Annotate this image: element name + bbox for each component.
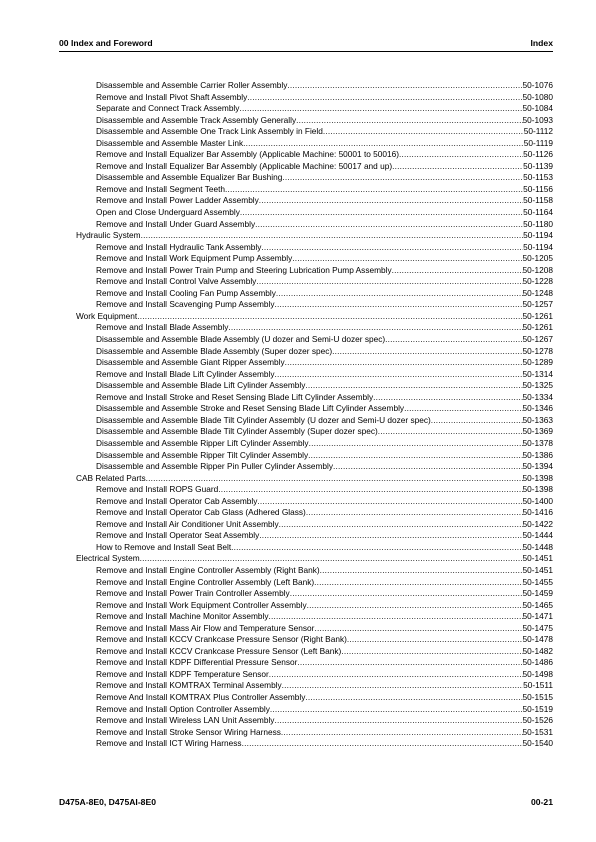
entry-page-number: 50-1257 <box>522 299 553 310</box>
entry-page-number: 50-1080 <box>522 91 553 102</box>
index-entry[interactable] <box>76 357 553 369</box>
entry-title: Remove and Install Cooling Fan Pump Assembly <box>96 287 276 298</box>
entry-title: Disassemble and Assemble Blade Tilt Cylinder Assembly (Super dozer spec) <box>96 426 378 437</box>
entry-page-number: 50-1194 <box>523 230 553 241</box>
entry-page-number: 50-1400 <box>522 495 553 506</box>
index-entry[interactable] <box>76 496 553 508</box>
dot-leader <box>269 669 523 681</box>
index-entry[interactable] <box>76 507 553 519</box>
entry-page-number: 50-1205 <box>522 253 553 264</box>
index-entry[interactable] <box>76 265 553 277</box>
entry-page-number: 50-1475 <box>522 622 553 633</box>
entry-page-number: 50-1194 <box>523 241 553 252</box>
dot-leader <box>282 172 523 184</box>
index-entry[interactable] <box>76 334 553 346</box>
index-entry[interactable] <box>76 369 553 381</box>
entry-title: Remove and Install Machine Monitor Assembly <box>96 611 269 622</box>
entry-page-number: 50-1386 <box>522 449 553 460</box>
entry-title: Remove and Install KCCV Crankcase Pressure Sensor (Right Bank) <box>96 634 347 645</box>
entry-page-number: 50-1126 <box>523 149 553 160</box>
entry-title: Disassemble and Assemble Ripper Tilt Cylinder Assembly <box>96 449 309 460</box>
dot-leader <box>333 461 523 473</box>
entry-page-number: 50-1325 <box>522 380 553 391</box>
dot-leader <box>255 219 523 231</box>
entry-title: Disassemble and Assemble Blade Assembly (U dozer and Semi-U dozer spec) <box>96 334 386 345</box>
entry-title: Remove and Install Pivot Shaft Assembly <box>96 91 248 102</box>
entry-title: Remove and Install ROPS Guard <box>96 484 219 495</box>
entry-title: Remove and Install Wireless LAN Unit Assembly <box>96 715 275 726</box>
index-section-entry[interactable] <box>76 311 553 323</box>
entry-page-number: 50-1526 <box>522 715 553 726</box>
entry-title: Remove and Install Operator Seat Assembly <box>96 530 260 541</box>
dot-leader <box>297 657 522 669</box>
entry-page-number: 50-1398 <box>522 484 553 495</box>
dot-leader <box>332 346 522 358</box>
index-entry[interactable] <box>76 634 553 646</box>
entry-page-number: 50-1076 <box>522 80 553 90</box>
entry-page-number: 50-1451 <box>522 564 553 575</box>
dot-leader <box>341 646 522 658</box>
dot-leader <box>309 438 523 450</box>
dot-leader <box>292 253 522 265</box>
index-entry[interactable] <box>76 461 553 473</box>
dot-leader <box>240 207 523 219</box>
index-entry[interactable] <box>76 657 553 669</box>
dot-leader <box>279 519 523 531</box>
dot-leader <box>281 727 523 739</box>
entry-title: Separate and Connect Track Assembly <box>96 103 240 114</box>
entry-page-number: 50-1394 <box>522 461 553 472</box>
dot-leader <box>274 715 522 727</box>
dot-leader <box>296 115 522 127</box>
index-entry[interactable] <box>76 680 553 692</box>
entry-title: Remove and Install Stroke Sensor Wiring Harness <box>96 726 281 737</box>
index-section-entry[interactable] <box>76 553 553 565</box>
index-entry[interactable] <box>76 184 553 196</box>
entry-page-number: 50-1465 <box>522 599 553 610</box>
dot-leader <box>392 161 523 173</box>
entry-page-number: 50-1519 <box>522 703 553 714</box>
dot-leader <box>347 634 523 646</box>
index-entry[interactable] <box>76 450 553 462</box>
entry-page-number: 50-1416 <box>522 507 553 518</box>
entry-title: Remove and Install Air Conditioner Unit Assembly <box>96 518 279 529</box>
entry-page-number: 50-1455 <box>522 576 553 587</box>
entry-title: Remove and Install Operator Cab Glass (Adhered Glass) <box>96 507 306 518</box>
index-entry[interactable] <box>76 715 553 727</box>
entry-page-number: 50-1369 <box>522 426 553 437</box>
entry-title: Remove and Install Operator Cab Assembly <box>96 495 258 506</box>
dot-leader <box>137 311 522 323</box>
entry-page-number: 50-1158 <box>523 195 553 206</box>
entry-title: Remove and Install Power Train Controller Assembly <box>96 588 290 599</box>
footer-page-number: 00-21 <box>531 797 553 807</box>
index-entry[interactable] <box>76 253 553 265</box>
entry-page-number: 50-1228 <box>522 276 553 287</box>
dot-leader <box>146 473 523 485</box>
index-entry[interactable] <box>76 727 553 739</box>
entry-page-number: 50-1478 <box>522 634 553 645</box>
index-section-entry[interactable] <box>76 230 553 242</box>
index-entry[interactable] <box>76 138 553 150</box>
dot-leader <box>140 553 523 565</box>
dot-leader <box>274 299 522 311</box>
entry-page-number: 50-1511 <box>523 680 553 691</box>
index-entry[interactable] <box>76 426 553 438</box>
index-entry[interactable] <box>76 276 553 288</box>
entry-title: Remove and Install Hydraulic Tank Assembly <box>96 241 262 252</box>
entry-title: Disassemble and Assemble Equalizer Bar Bushing <box>96 172 283 183</box>
entry-page-number: 50-1180 <box>523 218 553 229</box>
dot-leader <box>431 415 523 427</box>
entry-page-number: 50-1422 <box>522 518 553 529</box>
entry-title: Remove and Install Blade Lift Cylinder Assembly <box>96 368 275 379</box>
entry-page-number: 50-1531 <box>522 726 553 737</box>
entry-title: Disassemble and Assemble Carrier Roller Assembly <box>96 80 288 90</box>
index-entry[interactable] <box>76 519 553 531</box>
entry-title: CAB Related Parts <box>76 472 146 483</box>
dot-leader <box>373 392 522 404</box>
dot-leader <box>141 230 524 242</box>
dot-leader <box>276 288 523 300</box>
entry-page-number: 50-1289 <box>522 357 553 368</box>
header-section-title: 00 Index and Foreword <box>59 38 153 48</box>
dot-leader <box>378 426 523 438</box>
entry-page-number: 50-1459 <box>522 588 553 599</box>
header-divider <box>59 51 553 52</box>
entry-page-number: 50-1444 <box>522 530 553 541</box>
entry-title: Work Equipment <box>76 310 138 321</box>
entry-page-number: 50-1164 <box>523 207 553 218</box>
entry-title: Disassemble and Assemble Giant Ripper Assembly <box>96 357 285 368</box>
index-entry[interactable] <box>76 172 553 184</box>
dot-leader <box>242 738 523 750</box>
index-entry[interactable] <box>76 299 553 311</box>
entry-title: Disassemble and Assemble Blade Assembly (Super dozer spec) <box>96 345 333 356</box>
dot-leader <box>306 507 523 519</box>
dot-leader <box>320 565 523 577</box>
page-footer <box>59 797 553 811</box>
entry-title: Remove and Install Segment Teeth <box>96 183 225 194</box>
dot-leader <box>290 588 523 600</box>
entry-title: Disassemble and Assemble Ripper Pin Puller Cylinder Assembly <box>96 461 334 472</box>
dot-leader <box>218 484 522 496</box>
index-entry[interactable] <box>76 623 553 635</box>
entry-title: Remove and Install Power Ladder Assembly <box>96 195 259 206</box>
entry-title: Open and Close Underguard Assembly <box>96 207 240 218</box>
entry-title: Remove and Install ICT Wiring Harness <box>96 738 242 749</box>
entry-page-number: 50-1208 <box>522 264 553 275</box>
dot-leader <box>323 126 524 138</box>
index-entry[interactable] <box>76 646 553 658</box>
index-entry[interactable] <box>76 380 553 392</box>
dot-leader <box>256 276 522 288</box>
entry-title: Disassemble and Assemble One Track Link Assembly in Field <box>96 126 323 137</box>
dot-leader <box>287 80 522 92</box>
entry-title: Remove and Install Work Equipment Pump Assembly <box>96 253 293 264</box>
index-entry[interactable] <box>76 126 553 138</box>
index-entry[interactable] <box>76 669 553 681</box>
entry-title: Remove and Install Under Guard Assembly <box>96 218 256 229</box>
index-entry[interactable] <box>76 692 553 704</box>
entry-page-number: 50-1540 <box>522 738 553 749</box>
entry-page-number: 50-1482 <box>522 645 553 656</box>
index-entry[interactable] <box>76 207 553 219</box>
dot-leader <box>268 611 522 623</box>
entry-page-number: 50-1346 <box>522 403 553 414</box>
entry-title: Disassemble and Assemble Master Link <box>96 137 244 148</box>
entry-title: Remove and Install KDPF Differential Pressure Sensor <box>96 657 298 668</box>
dot-leader <box>259 530 522 542</box>
page-header <box>59 36 553 50</box>
index-entry[interactable] <box>76 92 553 104</box>
entry-title: How to Remove and Install Seat Belt <box>96 541 232 552</box>
entry-page-number: 50-1363 <box>522 414 553 425</box>
entry-page-number: 50-1248 <box>522 287 553 298</box>
entry-title: Hydraulic System <box>76 230 141 241</box>
index-entry[interactable] <box>76 115 553 127</box>
index-entry[interactable] <box>76 161 553 173</box>
dot-leader <box>307 600 523 612</box>
entry-page-number: 50-1119 <box>523 137 553 148</box>
entry-title: Remove and Install Option Controller Assembly <box>96 703 270 714</box>
dot-leader <box>282 680 523 692</box>
dot-leader <box>231 542 522 554</box>
entry-page-number: 50-1451 <box>522 553 553 564</box>
entry-page-number: 50-1261 <box>522 310 553 321</box>
index-entry[interactable] <box>76 80 553 92</box>
entry-page-number: 50-1486 <box>522 657 553 668</box>
dot-leader <box>225 184 523 196</box>
entry-title: Remove and Install Engine Controller Assembly (Right Bank) <box>96 564 320 575</box>
entry-title: Remove and Install Mass Air Flow and Temperature Sensor <box>96 622 315 633</box>
entry-title: Disassemble and Assemble Ripper Lift Cylinder Assembly <box>96 437 309 448</box>
index-entry[interactable] <box>76 484 553 496</box>
dot-leader <box>285 357 523 369</box>
entry-title: Remove and Install Scavenging Pump Assembly <box>96 299 275 310</box>
index-entry[interactable] <box>76 149 553 161</box>
dot-leader <box>314 577 522 589</box>
index-entry[interactable] <box>76 415 553 427</box>
entry-page-number: 50-1398 <box>522 472 553 483</box>
entry-page-number: 50-1471 <box>522 611 553 622</box>
dot-leader <box>228 322 522 334</box>
entry-title: Disassemble and Assemble Blade Lift Cylinder Assembly <box>96 380 306 391</box>
entry-page-number: 50-1084 <box>522 103 553 114</box>
dot-leader <box>261 242 523 254</box>
dot-leader <box>239 103 522 115</box>
index-entry[interactable] <box>76 530 553 542</box>
dot-leader <box>257 496 522 508</box>
entry-page-number: 50-1156 <box>523 183 553 194</box>
dot-leader <box>385 334 522 346</box>
entry-page-number: 50-1515 <box>522 691 553 702</box>
index-entry[interactable] <box>76 577 553 589</box>
entry-page-number: 50-1378 <box>522 437 553 448</box>
entry-page-number: 50-1093 <box>522 114 553 125</box>
entry-title: Remove and Install Blade Assembly <box>96 322 229 333</box>
index-entry[interactable] <box>76 219 553 231</box>
index-entry[interactable] <box>76 195 553 207</box>
index-entry[interactable] <box>76 392 553 404</box>
index-entry[interactable] <box>76 588 553 600</box>
dot-leader <box>305 380 522 392</box>
dot-leader <box>404 403 522 415</box>
index-entry[interactable] <box>76 346 553 358</box>
entry-title: Remove and Install KDPF Temperature Sensor <box>96 668 269 679</box>
entry-title: Disassemble and Assemble Track Assembly Generally <box>96 114 297 125</box>
entry-page-number: 50-1267 <box>522 334 553 345</box>
dot-leader <box>274 369 522 381</box>
entry-title: Disassemble and Assemble Blade Tilt Cylinder Assembly (U dozer and Semi-U dozer spec) <box>96 414 431 425</box>
index-entry[interactable] <box>76 565 553 577</box>
entry-title: Remove And Install KOMTRAX Plus Controller Assembly <box>96 691 306 702</box>
index-entry[interactable] <box>76 600 553 612</box>
entry-title: Remove and Install Stroke and Reset Sensing Blade Lift Cylinder Assembly <box>96 391 374 402</box>
entry-title: Disassemble and Assemble Stroke and Reset Sensing Blade Lift Cylinder Assembly <box>96 403 405 414</box>
dot-leader <box>259 195 523 207</box>
dot-leader <box>314 623 522 635</box>
index-entry[interactable] <box>76 322 553 334</box>
dot-leader <box>392 265 523 277</box>
index-entry[interactable] <box>76 288 553 300</box>
index-entry[interactable] <box>76 438 553 450</box>
dot-leader <box>399 149 523 161</box>
dot-leader <box>308 450 522 462</box>
index-list <box>76 80 553 750</box>
dot-leader <box>270 704 523 716</box>
entry-title: Remove and Install Equalizer Bar Assembly (Applicable Machine: 50017 and up) <box>96 160 393 171</box>
entry-title: Remove and Install Control Valve Assembly <box>96 276 257 287</box>
entry-title: Electrical System <box>76 553 140 564</box>
entry-page-number: 50-1448 <box>522 541 553 552</box>
index-section-entry[interactable] <box>76 473 553 485</box>
index-entry[interactable] <box>76 242 553 254</box>
entry-title: Remove and Install KOMTRAX Terminal Assembly <box>96 680 282 691</box>
entry-title: Remove and Install Work Equipment Controller Assembly <box>96 599 307 610</box>
index-entry[interactable] <box>76 542 553 554</box>
entry-page-number: 50-1278 <box>522 345 553 356</box>
index-entry[interactable] <box>76 611 553 623</box>
index-entry[interactable] <box>76 103 553 115</box>
entry-title: Remove and Install Equalizer Bar Assembly (Applicable Machine: 50001 to 50016) <box>96 149 400 160</box>
header-page-title: Index <box>530 38 553 48</box>
dot-leader <box>305 692 522 704</box>
entry-title: Remove and Install Power Train Pump and Steering Lubrication Pump Assembly <box>96 264 392 275</box>
entry-page-number: 50-1314 <box>522 368 553 379</box>
entry-page-number: 50-1334 <box>522 391 553 402</box>
index-entry[interactable] <box>76 403 553 415</box>
entry-page-number: 50-1498 <box>522 668 553 679</box>
footer-model: D475A-8E0, D475AI-8E0 <box>59 797 156 807</box>
index-entry[interactable] <box>76 738 553 750</box>
entry-page-number: 50-1139 <box>523 160 553 171</box>
entry-page-number: 50-1112 <box>523 126 553 137</box>
dot-leader <box>247 92 522 104</box>
entry-page-number: 50-1261 <box>522 322 553 333</box>
entry-page-number: 50-1153 <box>523 172 553 183</box>
index-entry[interactable] <box>76 704 553 716</box>
dot-leader <box>243 138 524 150</box>
entry-title: Remove and Install Engine Controller Assembly (Left Bank) <box>96 576 315 587</box>
entry-title: Remove and Install KCCV Crankcase Pressure Sensor (Left Bank) <box>96 645 342 656</box>
